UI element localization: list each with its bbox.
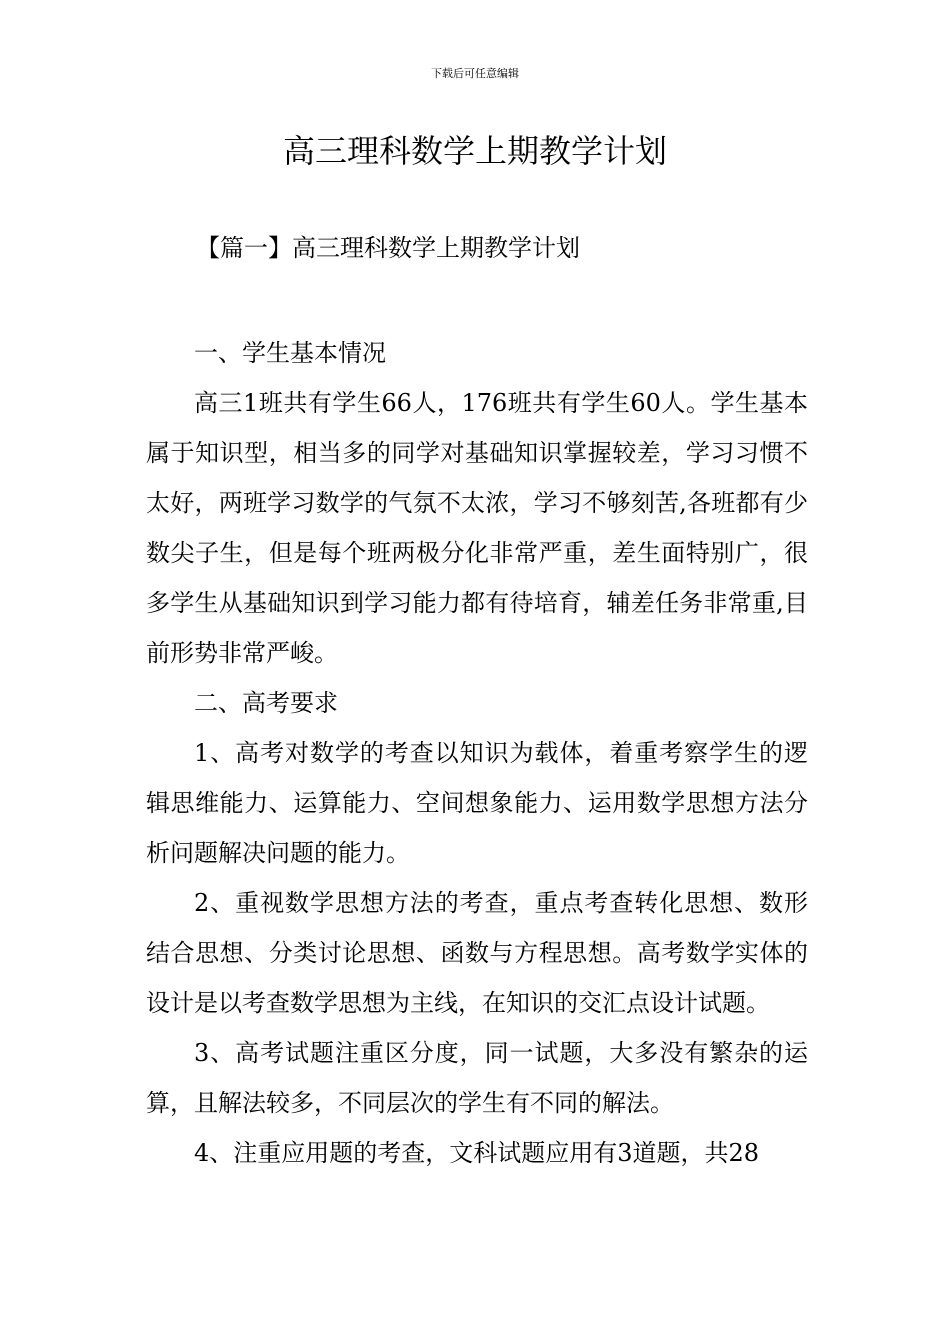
- header-note: 下载后可任意编辑: [431, 67, 519, 80]
- paragraph: 4、注重应用题的考查，文科试题应用有3道题，共28: [194, 1139, 760, 1167]
- document-body: [146, 328, 808, 1178]
- paragraph: 3、高考试题注重区分度，同一试题，大多没有繁杂的运算，且解法较多，不同层次的学生有不同的解法。: [146, 1039, 808, 1117]
- paragraph-heading-1: 一、学生基本情况: [194, 339, 386, 367]
- paragraph: 1、高考对数学的考查以知识为载体，着重考察学生的逻辑思维能力、运算能力、空间想象能力、运用数学思想方法分析问题解决问题的能力。: [146, 739, 808, 867]
- paragraph: 2、重视数学思想方法的考查，重点考查转化思想、数形结合思想、分类讨论思想、函数与方程思想。高考数学实体的设计是以考查数学思想为主线，在知识的交汇点设计试题。: [146, 889, 808, 1017]
- document-title: 高三理科数学上期教学计划: [282, 132, 667, 170]
- paragraph: 高三1班共有学生66人，176班共有学生60人。学生基本属于知识型，相当多的同学对基础知识掌握较差，学习习惯不太好，两班学习数学的气氛不太浓，学习不够刻苦,各班都有少数尖子生，但是每个班两极分化非常严重，差生面特别广，很多学生从基础知识到学习能力都有待培育，辅差任务非常重,目前形势非常严峻。: [146, 389, 808, 667]
- section-heading: 【篇一】高三理科数学上期教学计划: [196, 234, 580, 262]
- paragraph-heading-2: 二、高考要求: [194, 689, 338, 717]
